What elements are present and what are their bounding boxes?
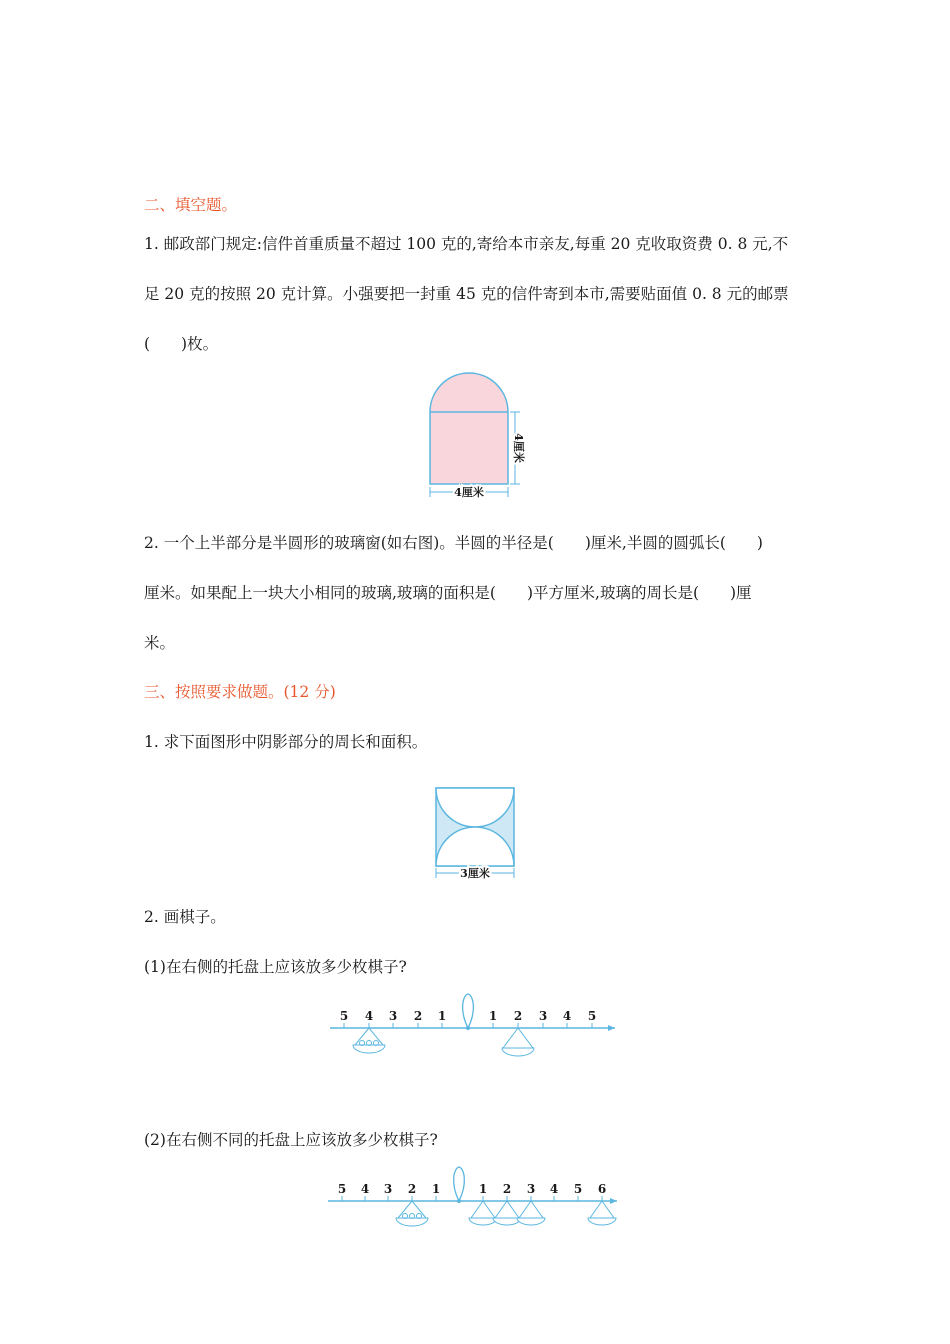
width-label: 4厘米	[454, 486, 484, 499]
q1-line-1: 1. 邮政部门规定:信件首重质量不超过 100 克的,寄给本市亲友,每重 20 克收取资费 0. 8 元,不	[144, 235, 789, 253]
left-tray-2	[396, 1201, 428, 1226]
tick-label-r5: 5	[587, 1009, 597, 1023]
q2-line-2: 厘米。如果配上一块大小相同的玻璃,玻璃的面积是( )平方厘米,玻璃的周长是( )厘	[144, 584, 752, 602]
tick-label-r3: 3	[538, 1009, 548, 1023]
tick-label-r1: 1	[488, 1009, 498, 1023]
tick-label-r4: 4	[562, 1009, 572, 1023]
tick-label-r5: 5	[573, 1182, 583, 1196]
tick-label-l5: 5	[339, 1009, 349, 1023]
tick-label-r2: 2	[513, 1009, 523, 1023]
s3-q2: 2. 画棋子。	[144, 908, 226, 926]
tick-label-l1: 1	[437, 1009, 447, 1023]
section-2-title: 二、填空题。	[144, 196, 238, 214]
tick-label-l4: 4	[364, 1009, 374, 1023]
tick-label-r6: 6	[597, 1182, 607, 1196]
right-tray-6	[588, 1201, 616, 1225]
tick-label-l3: 3	[383, 1182, 393, 1196]
tick-label-r3: 3	[526, 1182, 536, 1196]
right-tray-1	[469, 1201, 497, 1225]
tick-label-r2: 2	[502, 1182, 512, 1196]
s3-q2-2: (2)在右侧不同的托盘上应该放多少枚棋子?	[144, 1131, 438, 1149]
balance-2	[325, 1163, 625, 1233]
tick-label-r1: 1	[478, 1182, 488, 1196]
tick-label-r4: 4	[549, 1182, 559, 1196]
pivot	[454, 1167, 465, 1201]
right-tray-3	[517, 1201, 545, 1225]
s3-q2-1: (1)在右侧的托盘上应该放多少枚棋子?	[144, 958, 407, 976]
height-label: 4厘米	[512, 433, 525, 463]
pivot	[463, 994, 474, 1028]
tick-label-l1: 1	[431, 1182, 441, 1196]
square-width-label: 3厘米	[460, 867, 490, 880]
tick-label-l4: 4	[360, 1182, 370, 1196]
tick-label-l2: 2	[407, 1182, 417, 1196]
balance-1	[325, 990, 625, 1060]
q1-line-3: ( )枚。	[144, 335, 219, 353]
q1-line-2: 足 20 克的按照 20 克计算。小强要把一封重 45 克的信件寄到本市,需要贴面值 0. 8 元的邮票	[144, 285, 789, 303]
tick-label-l3: 3	[388, 1009, 398, 1023]
section-3-title: 三、按照要求做题。(12 分)	[144, 683, 336, 701]
window-figure	[420, 368, 530, 508]
s3-q1: 1. 求下面图形中阴影部分的周长和面积。	[144, 733, 428, 751]
tick-label-l2: 2	[413, 1009, 423, 1023]
window-shape	[430, 373, 508, 484]
shaded-square-figure	[430, 782, 522, 886]
q2-line-3: 米。	[144, 634, 176, 652]
right-tray-2	[502, 1028, 534, 1056]
right-tray-2	[493, 1201, 521, 1225]
left-tray-4	[353, 1028, 385, 1053]
tick-label-l5: 5	[337, 1182, 347, 1196]
q2-line-1: 2. 一个上半部分是半圆形的玻璃窗(如右图)。半圆的半径是( )厘米,半圆的圆弧长( )	[144, 534, 763, 552]
